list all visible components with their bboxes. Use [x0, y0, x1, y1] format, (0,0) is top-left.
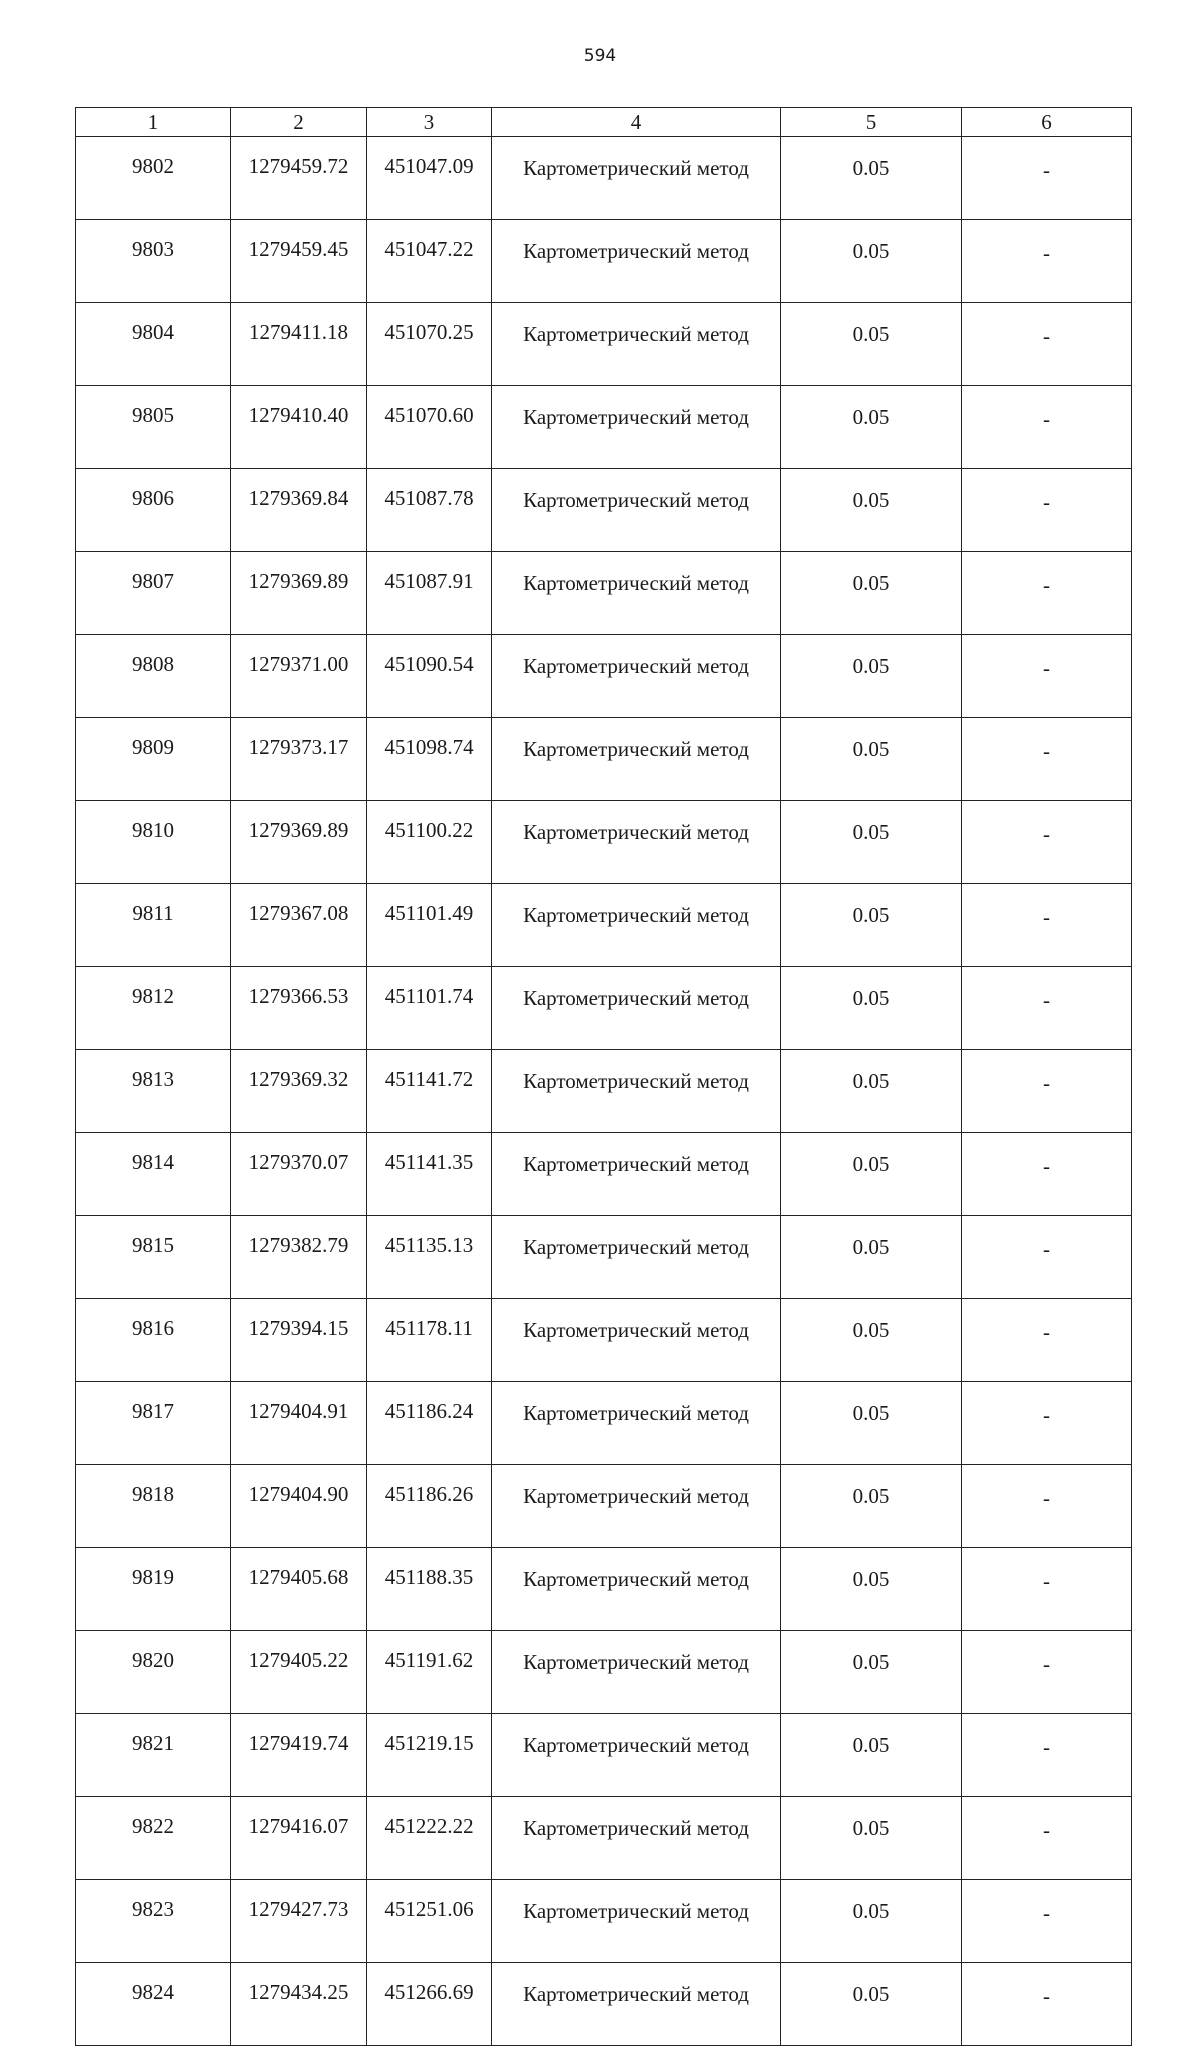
note-cell: - [962, 469, 1132, 552]
method-cell: Картометрический метод [492, 303, 781, 386]
x-coordinate-cell: 1279369.84 [231, 469, 367, 552]
y-coordinate-cell: 451135.13 [367, 1216, 492, 1299]
method-cell: Картометрический метод [492, 1133, 781, 1216]
x-coordinate-cell: 1279434.25 [231, 1963, 367, 2046]
accuracy-cell: 0.05 [781, 1631, 962, 1714]
x-coordinate-cell: 1279459.72 [231, 137, 367, 220]
accuracy-cell: 0.05 [781, 137, 962, 220]
point-number-cell: 9823 [76, 1880, 231, 1963]
x-coordinate-cell: 1279369.89 [231, 552, 367, 635]
method-cell: Картометрический метод [492, 386, 781, 469]
table-row [76, 1714, 1132, 1797]
y-coordinate-cell: 451070.60 [367, 386, 492, 469]
method-cell: Картометрический метод [492, 718, 781, 801]
note-cell: - [962, 1050, 1132, 1133]
x-coordinate-cell: 1279411.18 [231, 303, 367, 386]
method-cell: Картометрический метод [492, 552, 781, 635]
column-header-1: 1 [76, 108, 231, 137]
table-row [76, 1548, 1132, 1631]
accuracy-cell: 0.05 [781, 1050, 962, 1133]
x-coordinate-cell: 1279419.74 [231, 1714, 367, 1797]
point-number-cell: 9818 [76, 1465, 231, 1548]
method-cell: Картометрический метод [492, 1299, 781, 1382]
y-coordinate-cell: 451188.35 [367, 1548, 492, 1631]
accuracy-cell: 0.05 [781, 1797, 962, 1880]
y-coordinate-cell: 451047.22 [367, 220, 492, 303]
table-row [76, 1216, 1132, 1299]
method-cell: Картометрический метод [492, 1631, 781, 1714]
table-body [76, 137, 1132, 2046]
y-coordinate-cell: 451141.35 [367, 1133, 492, 1216]
x-coordinate-cell: 1279405.68 [231, 1548, 367, 1631]
accuracy-cell: 0.05 [781, 1548, 962, 1631]
column-header-3: 3 [367, 108, 492, 137]
note-cell: - [962, 1714, 1132, 1797]
note-cell: - [962, 552, 1132, 635]
method-cell: Картометрический метод [492, 469, 781, 552]
note-cell: - [962, 1216, 1132, 1299]
header-row [76, 108, 1132, 137]
x-coordinate-cell: 1279404.91 [231, 1382, 367, 1465]
method-cell: Картометрический метод [492, 1216, 781, 1299]
column-header-6: 6 [962, 108, 1132, 137]
accuracy-cell: 0.05 [781, 967, 962, 1050]
accuracy-cell: 0.05 [781, 1465, 962, 1548]
point-number-cell: 9813 [76, 1050, 231, 1133]
method-cell: Картометрический метод [492, 137, 781, 220]
accuracy-cell: 0.05 [781, 718, 962, 801]
method-cell: Картометрический метод [492, 1797, 781, 1880]
accuracy-cell: 0.05 [781, 1216, 962, 1299]
point-number-cell: 9805 [76, 386, 231, 469]
x-coordinate-cell: 1279366.53 [231, 967, 367, 1050]
coordinates-table [75, 107, 1132, 2046]
x-coordinate-cell: 1279369.89 [231, 801, 367, 884]
method-cell: Картометрический метод [492, 635, 781, 718]
accuracy-cell: 0.05 [781, 635, 962, 718]
accuracy-cell: 0.05 [781, 1963, 962, 2046]
note-cell: - [962, 1299, 1132, 1382]
note-cell: - [962, 1133, 1132, 1216]
x-coordinate-cell: 1279404.90 [231, 1465, 367, 1548]
note-cell: - [962, 303, 1132, 386]
accuracy-cell: 0.05 [781, 801, 962, 884]
method-cell: Картометрический метод [492, 1050, 781, 1133]
method-cell: Картометрический метод [492, 1880, 781, 1963]
accuracy-cell: 0.05 [781, 1714, 962, 1797]
y-coordinate-cell: 451047.09 [367, 137, 492, 220]
method-cell: Картометрический метод [492, 1465, 781, 1548]
table-row [76, 1631, 1132, 1714]
accuracy-cell: 0.05 [781, 469, 962, 552]
note-cell: - [962, 1548, 1132, 1631]
point-number-cell: 9821 [76, 1714, 231, 1797]
note-cell: - [962, 1963, 1132, 2046]
column-header-4: 4 [492, 108, 781, 137]
table-row [76, 1465, 1132, 1548]
table-row [76, 1299, 1132, 1382]
point-number-cell: 9808 [76, 635, 231, 718]
table-row [76, 137, 1132, 220]
y-coordinate-cell: 451101.74 [367, 967, 492, 1050]
table-row [76, 1880, 1132, 1963]
column-header-5: 5 [781, 108, 962, 137]
y-coordinate-cell: 451087.91 [367, 552, 492, 635]
x-coordinate-cell: 1279369.32 [231, 1050, 367, 1133]
note-cell: - [962, 1382, 1132, 1465]
table-row [76, 718, 1132, 801]
accuracy-cell: 0.05 [781, 220, 962, 303]
column-header-2: 2 [231, 108, 367, 137]
y-coordinate-cell: 451266.69 [367, 1963, 492, 2046]
x-coordinate-cell: 1279371.00 [231, 635, 367, 718]
x-coordinate-cell: 1279370.07 [231, 1133, 367, 1216]
table-row [76, 884, 1132, 967]
accuracy-cell: 0.05 [781, 1299, 962, 1382]
point-number-cell: 9803 [76, 220, 231, 303]
table-row [76, 801, 1132, 884]
point-number-cell: 9810 [76, 801, 231, 884]
x-coordinate-cell: 1279405.22 [231, 1631, 367, 1714]
point-number-cell: 9816 [76, 1299, 231, 1382]
point-number-cell: 9806 [76, 469, 231, 552]
method-cell: Картометрический метод [492, 220, 781, 303]
note-cell: - [962, 1631, 1132, 1714]
point-number-cell: 9822 [76, 1797, 231, 1880]
accuracy-cell: 0.05 [781, 1133, 962, 1216]
table-row [76, 635, 1132, 718]
method-cell: Картометрический метод [492, 1548, 781, 1631]
x-coordinate-cell: 1279427.73 [231, 1880, 367, 1963]
x-coordinate-cell: 1279416.07 [231, 1797, 367, 1880]
x-coordinate-cell: 1279394.15 [231, 1299, 367, 1382]
table-row [76, 1963, 1132, 2046]
table-row [76, 1133, 1132, 1216]
note-cell: - [962, 967, 1132, 1050]
point-number-cell: 9814 [76, 1133, 231, 1216]
x-coordinate-cell: 1279382.79 [231, 1216, 367, 1299]
note-cell: - [962, 1880, 1132, 1963]
page-number: 594 [583, 46, 617, 66]
table-row [76, 303, 1132, 386]
point-number-cell: 9804 [76, 303, 231, 386]
method-cell: Картометрический метод [492, 1714, 781, 1797]
y-coordinate-cell: 451100.22 [367, 801, 492, 884]
y-coordinate-cell: 451191.62 [367, 1631, 492, 1714]
point-number-cell: 9817 [76, 1382, 231, 1465]
y-coordinate-cell: 451251.06 [367, 1880, 492, 1963]
table-header [76, 108, 1132, 137]
table-row [76, 220, 1132, 303]
table-row [76, 386, 1132, 469]
y-coordinate-cell: 451222.22 [367, 1797, 492, 1880]
accuracy-cell: 0.05 [781, 386, 962, 469]
y-coordinate-cell: 451101.49 [367, 884, 492, 967]
y-coordinate-cell: 451219.15 [367, 1714, 492, 1797]
y-coordinate-cell: 451178.11 [367, 1299, 492, 1382]
table-row [76, 1797, 1132, 1880]
y-coordinate-cell: 451186.24 [367, 1382, 492, 1465]
accuracy-cell: 0.05 [781, 303, 962, 386]
point-number-cell: 9824 [76, 1963, 231, 2046]
table-row [76, 469, 1132, 552]
accuracy-cell: 0.05 [781, 1382, 962, 1465]
y-coordinate-cell: 451087.78 [367, 469, 492, 552]
x-coordinate-cell: 1279410.40 [231, 386, 367, 469]
note-cell: - [962, 801, 1132, 884]
point-number-cell: 9807 [76, 552, 231, 635]
method-cell: Картометрический метод [492, 1963, 781, 2046]
table-row [76, 552, 1132, 635]
note-cell: - [962, 635, 1132, 718]
note-cell: - [962, 884, 1132, 967]
point-number-cell: 9811 [76, 884, 231, 967]
point-number-cell: 9815 [76, 1216, 231, 1299]
point-number-cell: 9812 [76, 967, 231, 1050]
point-number-cell: 9809 [76, 718, 231, 801]
y-coordinate-cell: 451090.54 [367, 635, 492, 718]
note-cell: - [962, 718, 1132, 801]
method-cell: Картометрический метод [492, 1382, 781, 1465]
point-number-cell: 9819 [76, 1548, 231, 1631]
y-coordinate-cell: 451141.72 [367, 1050, 492, 1133]
note-cell: - [962, 137, 1132, 220]
x-coordinate-cell: 1279459.45 [231, 220, 367, 303]
x-coordinate-cell: 1279367.08 [231, 884, 367, 967]
note-cell: - [962, 1465, 1132, 1548]
point-number-cell: 9820 [76, 1631, 231, 1714]
y-coordinate-cell: 451186.26 [367, 1465, 492, 1548]
note-cell: - [962, 386, 1132, 469]
method-cell: Картометрический метод [492, 884, 781, 967]
table-row [76, 1050, 1132, 1133]
y-coordinate-cell: 451098.74 [367, 718, 492, 801]
note-cell: - [962, 220, 1132, 303]
accuracy-cell: 0.05 [781, 1880, 962, 1963]
point-number-cell: 9802 [76, 137, 231, 220]
x-coordinate-cell: 1279373.17 [231, 718, 367, 801]
table-row [76, 967, 1132, 1050]
accuracy-cell: 0.05 [781, 552, 962, 635]
method-cell: Картометрический метод [492, 801, 781, 884]
y-coordinate-cell: 451070.25 [367, 303, 492, 386]
note-cell: - [962, 1797, 1132, 1880]
table-row [76, 1382, 1132, 1465]
method-cell: Картометрический метод [492, 967, 781, 1050]
accuracy-cell: 0.05 [781, 884, 962, 967]
